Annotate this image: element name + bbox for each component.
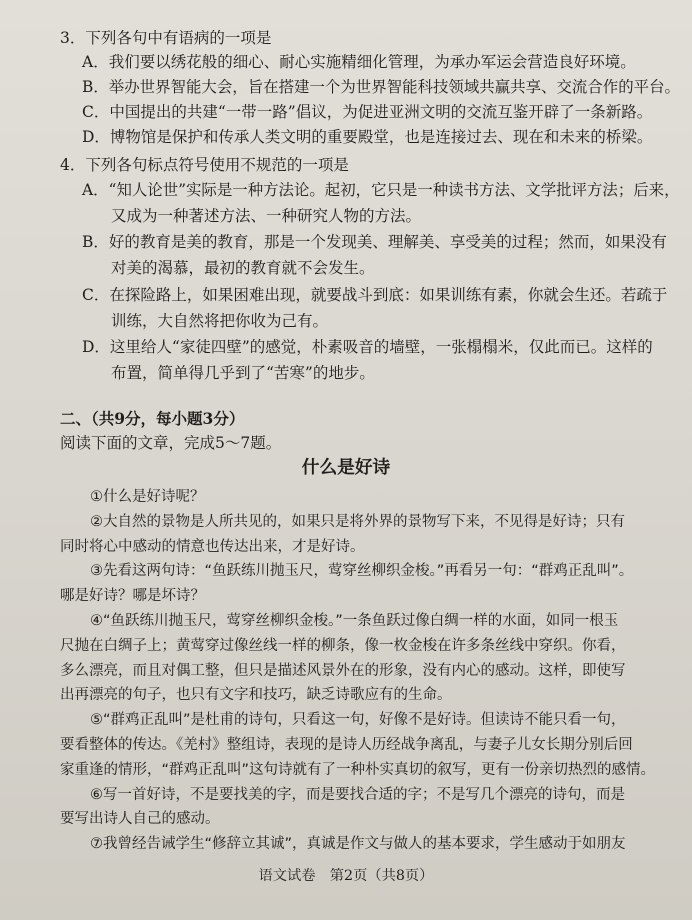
article-line: 要看整体的传达。《羌村》整组诗，表现的是诗人历经战争离乱，与妻子儿女长期分别后回 bbox=[60, 737, 633, 753]
article-line: 家重逢的情形，“群鸡正乱叫”这句诗就有了一种朴实真切的叙写，更有一份亲切热烈的感情。 bbox=[60, 762, 656, 778]
question-3-option-d: D．博物馆是保护和传承人类文明的重要殿堂，也是连接过去、现在和未来的桥梁。 bbox=[82, 128, 653, 146]
article-line: ①什么是好诗呢？ bbox=[90, 489, 205, 505]
article-line: 要写出诗人自己的感动。 bbox=[60, 811, 220, 827]
question-3-option-b: B．举办世界智能大会，旨在搭建一个为世界智能科技领域共赢共享、交流合作的平台。 bbox=[82, 78, 680, 96]
question-4-option-c-cont: 训练，大自然将把你收为己有。 bbox=[111, 312, 329, 330]
question-4-option-b: B．好的教育是美的教育，那是一个发现美、理解美、享受美的过程；然而，如果没有 bbox=[82, 233, 667, 251]
article-line: ③先看这两句诗：“鱼跃练川抛玉尺，莺穿丝柳织金梭。”再看另一句：“群鸡正乱叫”。 bbox=[90, 563, 634, 579]
question-4-option-a: A．“知人论世”实际是一种方法论。起初，它只是一种读书方法、文学批评方法；后来， bbox=[82, 181, 680, 199]
question-4-option-c: C．在探险路上，如果困难出现，就要战斗到底：如果训练有素，你就会生还。若疏于 bbox=[82, 286, 668, 304]
article-line: 尺抛在白绸子上；黄莺穿过像丝线一样的柳条，像一枚金梭在许多条丝线中穿织。你看， bbox=[60, 638, 626, 654]
question-4-option-d: D．这里给人“家徒四壁”的感觉，朴素吸音的墙壁，一张榻榻米，仅此而已。这样的 bbox=[82, 338, 653, 356]
question-3-option-c: C．中国提出的共建“一带一路”倡议，为促进亚洲文明的交流互鉴开辟了一条新路。 bbox=[82, 103, 653, 121]
page-footer: 语文试卷 第2页（共8页） bbox=[258, 868, 434, 884]
article-line: ⑤“群鸡正乱叫”是杜甫的诗句，只看这一句，好像不是好诗。但读诗不能只看一句， bbox=[90, 712, 626, 728]
question-4-option-a-cont: 又成为一种著述方法、一种研究人物的方法。 bbox=[111, 207, 422, 225]
section-2-heading: 二、（共9分，每小题3分） bbox=[60, 409, 245, 428]
article-line: ④“鱼跃练川抛玉尺，莺穿丝柳织金梭。”一条鱼跃过像白绸一样的水面，如同一根玉 bbox=[90, 613, 619, 629]
question-3-option-a: A．我们要以绣花般的细心、耐心实施精细化管理，为承办军运会营造良好环境。 bbox=[82, 53, 636, 71]
article-title: 什么是好诗 bbox=[301, 458, 391, 478]
article-line: 哪是好诗？哪是坏诗？ bbox=[60, 588, 205, 604]
article-line: 出再漂亮的句子，也只有文字和技巧，缺乏诗歌应有的生命。 bbox=[60, 687, 452, 703]
article-line: ②大自然的景物是人所共见的，如果只是将外界的景物写下来，不见得是好诗；只有 bbox=[90, 514, 625, 530]
article-line: ⑦我曾经告诫学生“修辞立其诚”，真诚是作文与做人的基本要求，学生感动于如朋友 bbox=[90, 836, 626, 852]
article-line: 同时将心中感动的情意也传达出来，才是好诗。 bbox=[60, 539, 365, 555]
question-4-option-b-cont: 对美的渴慕，最初的教育就不会发生。 bbox=[111, 259, 375, 277]
question-4-option-d-cont: 布置，简单得几乎到了“苦寒”的地步。 bbox=[111, 364, 375, 382]
question-3-stem: 3．下列各句中有语病的一项是 bbox=[60, 29, 272, 47]
article-line: 多么漂亮，而且对偶工整，但只是描述风景外在的形象，没有内心的感动。这样，即使写 bbox=[60, 663, 626, 679]
question-4-stem: 4．下列各句标点符号使用不规范的一项是 bbox=[60, 156, 349, 174]
section-2-instruction: 阅读下面的文章，完成5～7题。 bbox=[60, 434, 282, 452]
article-line: ⑥写一首好诗，不是要找美的字，而是要找合适的字；不是写几个漂亮的诗句，而是 bbox=[90, 787, 625, 803]
